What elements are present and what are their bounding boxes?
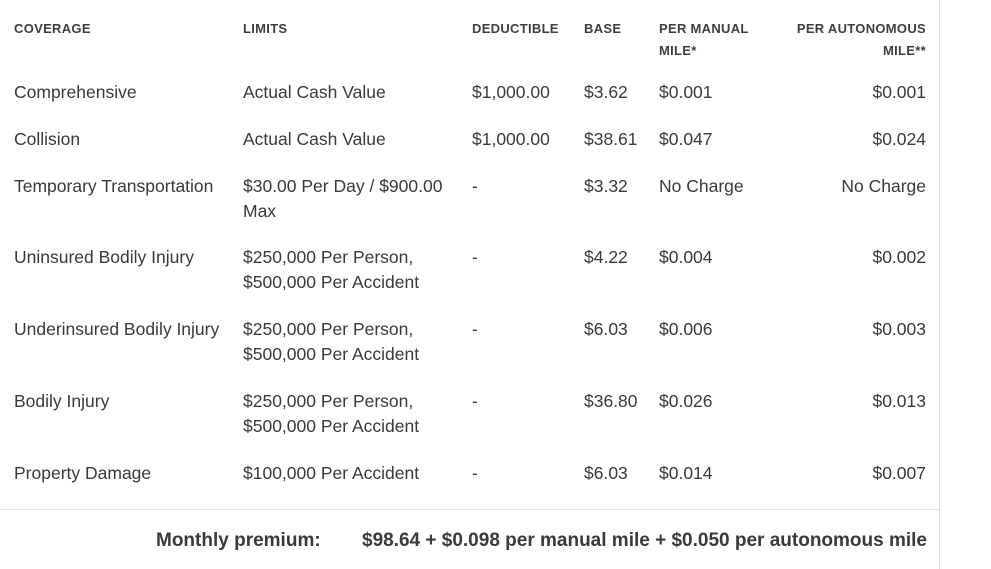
monthly-premium-value: $98.64 + $0.098 per manual mile + $0.050 per autonomous mile — [362, 530, 927, 551]
cell-limits — [243, 174, 442, 224]
cell-base: $4.22 — [584, 247, 628, 267]
cell-deductible: $1,000.00 — [472, 82, 550, 102]
cell-coverage: Uninsured Bodily Injury — [14, 247, 194, 267]
cell-limits — [243, 80, 386, 105]
monthly-premium-label: Monthly premium: — [156, 530, 321, 551]
cell-coverage: Temporary Transportation — [14, 176, 214, 196]
header-per-manual-mile — [659, 18, 749, 62]
cell-per-manual: $0.004 — [659, 247, 713, 267]
cell-limits-line1: Actual Cash Value — [243, 82, 386, 102]
cell-limits-line2: Max — [243, 201, 277, 221]
cell-limits-line1: Actual Cash Value — [243, 129, 386, 149]
cell-coverage: Collision — [14, 129, 81, 149]
cell-per-autonomous: $0.002 — [872, 247, 926, 267]
cell-coverage: Underinsured Bodily Injury — [14, 319, 220, 339]
cell-base: $36.80 — [584, 391, 638, 411]
cell-deductible: $1,000.00 — [472, 129, 550, 149]
cell-per-manual: $0.001 — [659, 82, 713, 102]
cell-limits-line1: $250,000 Per Person, — [243, 319, 414, 339]
header-limits: LIMITS — [243, 21, 288, 36]
cell-per-manual: $0.014 — [659, 463, 713, 483]
header-coverage: COVERAGE — [14, 21, 91, 36]
cell-per-manual: $0.026 — [659, 391, 713, 411]
header-per-autonomous-line2: MILE** — [883, 43, 926, 58]
cell-coverage: Comprehensive — [14, 82, 137, 102]
cell-per-manual: No Charge — [659, 176, 744, 196]
cell-coverage: Property Damage — [14, 463, 152, 483]
cell-deductible: - — [472, 247, 478, 267]
cell-per-autonomous: No Charge — [841, 176, 926, 196]
header-per-autonomous-line1: PER AUTONOMOUS — [796, 21, 926, 36]
cell-per-autonomous: $0.001 — [872, 82, 926, 102]
cell-base: $3.32 — [584, 176, 628, 196]
header-per-manual-line1: PER MANUAL — [659, 21, 749, 36]
cell-deductible: - — [472, 319, 478, 339]
cell-per-manual: $0.006 — [659, 319, 713, 339]
cell-limits — [243, 245, 419, 295]
cell-deductible: - — [472, 176, 478, 196]
cell-base: $38.61 — [584, 129, 638, 149]
header-deductible: DEDUCTIBLE — [472, 21, 559, 36]
cell-base: $3.62 — [584, 82, 628, 102]
cell-base: $6.03 — [584, 463, 628, 483]
cell-limits-line1: $100,000 Per Accident — [243, 463, 420, 483]
cell-per-autonomous: $0.003 — [872, 319, 926, 339]
cell-limits — [243, 461, 419, 486]
cell-limits-line2: $500,000 Per Accident — [243, 416, 420, 436]
cell-per-autonomous: $0.007 — [872, 463, 926, 483]
cell-base: $6.03 — [584, 319, 628, 339]
cell-per-manual: $0.047 — [659, 129, 713, 149]
cell-per-autonomous: $0.024 — [872, 129, 926, 149]
header-per-manual-line2: MILE* — [659, 43, 697, 58]
cell-deductible: - — [472, 463, 478, 483]
cell-limits-line1: $250,000 Per Person, — [243, 391, 414, 411]
cell-limits-line1: $30.00 Per Day / $900.00 — [243, 176, 443, 196]
header-base: BASE — [584, 21, 622, 36]
header-per-autonomous-mile — [797, 18, 926, 62]
cell-limits-line2: $500,000 Per Accident — [243, 344, 420, 364]
footer-divider — [0, 509, 939, 510]
cell-limits — [243, 127, 386, 152]
cell-limits — [243, 389, 419, 439]
cell-coverage: Bodily Injury — [14, 391, 110, 411]
cell-limits-line2: $500,000 Per Accident — [243, 272, 420, 292]
cell-limits — [243, 317, 419, 367]
cell-per-autonomous: $0.013 — [872, 391, 926, 411]
cell-limits-line1: $250,000 Per Person, — [243, 247, 414, 267]
cell-deductible: - — [472, 391, 478, 411]
